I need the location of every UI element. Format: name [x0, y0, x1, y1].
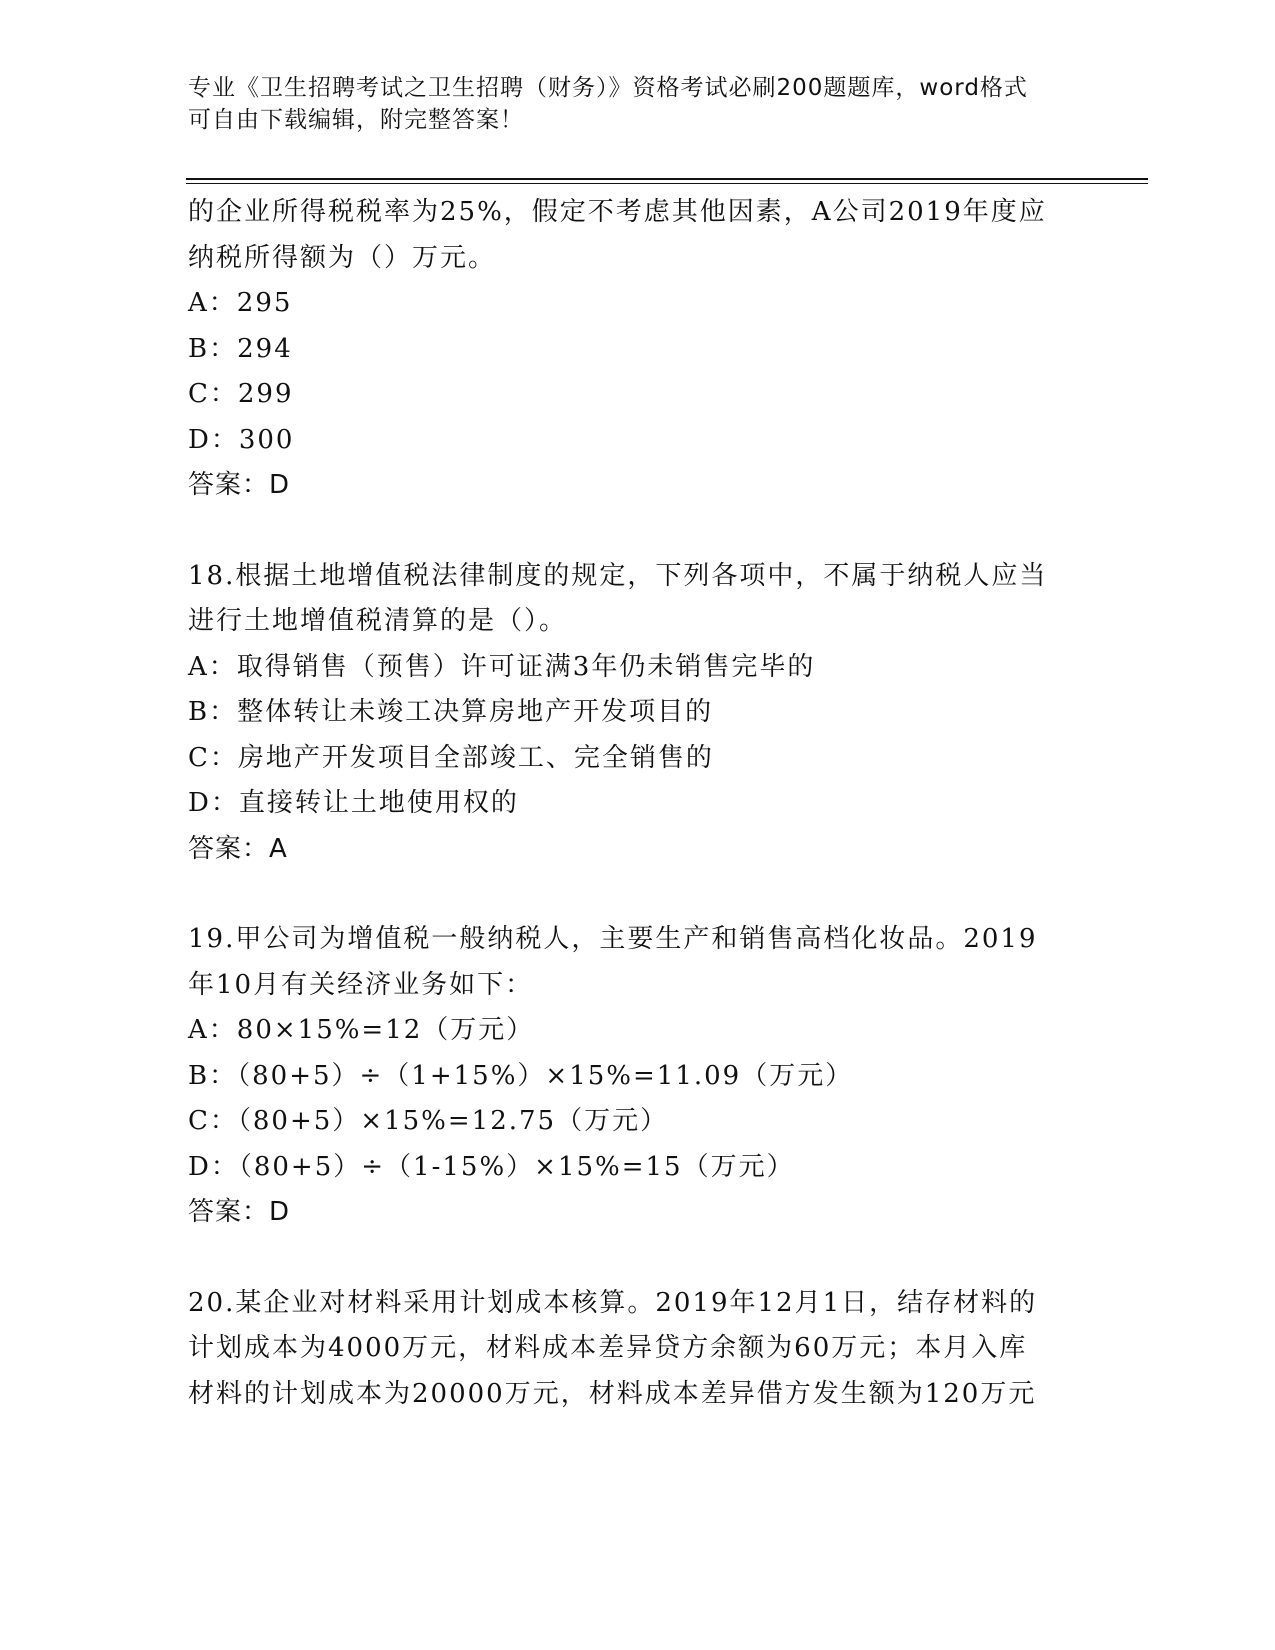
question-stem: 18.根据土地增值税法律制度的规定，下列各项中，不属于纳税人应当: [188, 560, 1048, 591]
option-c: C：房地产开发项目全部竣工、完全销售的: [188, 742, 714, 773]
question-18: [188, 554, 1088, 873]
option-d: D：直接转让土地使用权的: [188, 788, 519, 818]
answer-label: 答案：D: [188, 470, 291, 500]
question-stem: 材料的计划成本为20000万元，材料成本差异借方发生额为120万元: [188, 1378, 1037, 1409]
question-stem: 进行土地增值税清算的是（）。: [188, 606, 568, 636]
question-stem: 19.甲公司为增值税一般纳税人，主要生产和销售高档化妆品。2019: [188, 924, 1038, 954]
answer-label: 答案：A: [188, 833, 288, 864]
option-c: C：299: [188, 379, 294, 409]
option-b: B：整体转让未竣工决算房地产开发项目的: [188, 697, 714, 727]
header-rule-thick: [186, 178, 1148, 180]
option-a: A：取得销售（预售）许可证满3年仍未销售完毕的: [188, 651, 816, 682]
option-b: B：（80+5）÷（1+15%）×15%=11.09（万元）: [188, 1060, 854, 1091]
question-stem: 年10月有关经济业务如下：: [188, 969, 534, 1000]
option-a: A：80×15%=12（万元）: [188, 1015, 535, 1045]
option-d: D：300: [188, 424, 295, 455]
question-stem: 的企业所得税税率为25%，假定不考虑其他因素，A公司2019年度应: [188, 197, 1047, 227]
question-stem: 纳税所得额为（）万元。: [188, 242, 497, 273]
question-20: [188, 1281, 1088, 1418]
option-b: B：294: [188, 333, 293, 364]
header-line-1: 专业《卫生招聘考试之卫生招聘（财务）》资格考试必刷200题题库，word格式: [188, 75, 1028, 101]
document-header: [188, 72, 1088, 136]
question-stem: 20.某企业对材料采用计划成本核算。2019年12月1日，结存材料的: [188, 1287, 1038, 1318]
question-stem: 计划成本为4000万元，材料成本差异贷方余额为60万元；本月入库: [188, 1333, 1028, 1363]
question-19: [188, 917, 1088, 1236]
answer-label: 答案：D: [188, 1197, 291, 1227]
question-17: [188, 190, 1088, 509]
question-list: [188, 190, 1088, 1417]
header-rule-thin: [186, 183, 1148, 184]
header-line-2: 可自由下载编辑，附完整答案！: [188, 107, 524, 133]
option-d: D：（80+5）÷（1-15%）×15%=15（万元）: [188, 1151, 795, 1182]
option-c: C：（80+5）×15%=12.75（万元）: [188, 1106, 669, 1136]
option-a: A：295: [188, 288, 293, 318]
